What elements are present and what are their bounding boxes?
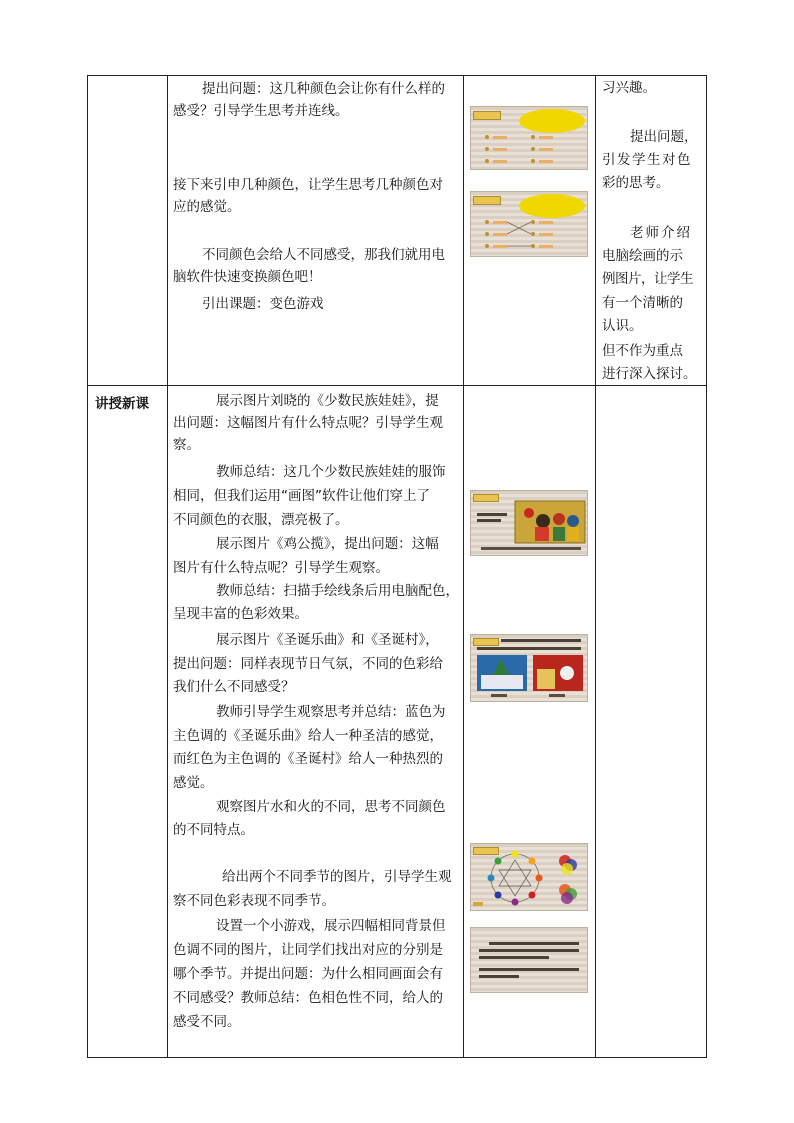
note-line-1: 习兴趣。 (602, 80, 656, 96)
row2-line-8: 图片有什么特点呢？引导学生观察。 (173, 560, 389, 576)
word-bar (539, 160, 553, 163)
row1-para2-line2: 应的感觉。 (173, 199, 241, 215)
word-bar (493, 245, 507, 248)
word-bar (493, 160, 507, 163)
row2-line-22: 设置一个小游戏，展示四幅相同背景但 (216, 918, 446, 934)
note-line-7: 例图片，让学生 (602, 271, 693, 287)
note-line-6: 电脑绘画的示 (602, 248, 683, 264)
row2-line-16: 而红色为主色调的《圣诞村》给人一种热烈的 (173, 751, 443, 767)
color-wheel-picture (471, 844, 588, 911)
word-bar (493, 136, 507, 139)
christmas-pictures (471, 635, 588, 702)
row2-line-20: 给出两个不同季节的图片，引导学生观 (222, 869, 452, 885)
note-line-8: 有一个清晰的 (602, 295, 683, 311)
dot (531, 147, 535, 151)
minority-dolls-picture (471, 491, 588, 556)
row2-line-26: 感受不同。 (173, 1014, 241, 1030)
word-bar (539, 136, 553, 139)
table-left-border (87, 75, 88, 1058)
note-line-4: 彩的思考。 (602, 175, 670, 191)
table-top-border (87, 75, 707, 76)
note-line-10: 但不作为重点 (602, 343, 683, 359)
row2-line-19: 的不同特点。 (173, 822, 254, 838)
row2-line-10: 呈现丰富的色彩效果。 (173, 606, 308, 622)
row2-line-3: 察。 (173, 437, 200, 453)
dot (485, 244, 489, 248)
row1-para4: 引出课题：变色游戏 (202, 296, 324, 312)
table-bottom-border (87, 1057, 707, 1058)
word-bar (539, 148, 553, 151)
row2-line-23: 色调不同的图片，让同学们找出对应的分别是 (173, 942, 443, 958)
note-line-9: 认识。 (602, 318, 643, 334)
row1-para3-line1: 不同颜色会给人不同感受，那我们就用电 (202, 247, 445, 263)
row1-para1-line2: 感受？引导学生思考并连线。 (173, 103, 349, 119)
dot (531, 159, 535, 163)
note-line-11: 进行深入探讨。 (602, 366, 697, 382)
slide-thumbnail-minority-dolls (470, 490, 588, 556)
row2-line-18: 观察图片水和火的不同，思考不同颜色 (216, 799, 446, 815)
row2-line-12: 提出问题：同样表现节日气氛，不同的色彩给 (173, 656, 443, 672)
row2-line-13: 我们什么不同感受？ (173, 679, 295, 695)
dot (531, 220, 535, 224)
note-line-5: 老师介绍 (630, 225, 692, 241)
table-col-divider-3 (595, 75, 596, 1058)
row2-line-9: 教师总结：扫描手绘线条后用电脑配色， (216, 583, 459, 599)
word-bar (493, 233, 507, 236)
word-bar (539, 233, 553, 236)
row1-para1-line1: 提出问题：这几种颜色会让你有什么样的 (202, 81, 445, 97)
row2-line-25: 不同感受？教师总结：色相色性不同，给人的 (173, 990, 443, 1006)
dot (485, 135, 489, 139)
word-bar (493, 148, 507, 151)
dot (531, 232, 535, 236)
dot (485, 159, 489, 163)
slide-thumbnail-christmas (470, 634, 588, 702)
slide-thumbnail-text (470, 927, 588, 993)
table-col-divider-2 (463, 75, 464, 1058)
row2-line-7: 展示图片《鸡公揽》，提出问题：这幅 (216, 536, 439, 552)
section-label-new-lesson: 讲授新课 (95, 396, 149, 412)
row2-line-4: 教师总结：这几个少数民族娃娃的服饰 (216, 464, 446, 480)
dot (531, 244, 535, 248)
row2-line-11: 展示图片《圣诞乐曲》和《圣诞村》， (216, 632, 439, 648)
row2-line-21: 察不同色彩表现不同季节。 (173, 893, 335, 909)
row2-line-14: 教师引导学生观察思考并总结：蓝色为 (216, 704, 446, 720)
word-bar (539, 245, 553, 248)
dot (485, 147, 489, 151)
row2-line-15: 主色调的《圣诞乐曲》给人一种圣洁的感觉， (173, 728, 443, 744)
slide-thumbnail-color-match-1 (470, 106, 588, 170)
row2-line-2: 出问题：这幅图片有什么特点呢？引导学生观 (173, 415, 443, 431)
row1-para3-line2: 脑软件快速变换颜色吧！ (173, 269, 322, 285)
table-right-border (706, 75, 707, 1058)
row2-line-24: 哪个季节。并提出问题：为什么相同画面会有 (173, 966, 443, 982)
note-line-2: 提出问题， (630, 129, 698, 145)
slide-thumbnail-color-wheel (470, 843, 588, 911)
row1-para2-line1: 接下来引申几种颜色，让学生思考几种颜色对 (173, 177, 443, 193)
row2-line-6: 不同颜色的衣服，漂亮极了。 (173, 512, 349, 528)
dot (485, 232, 489, 236)
dot (531, 135, 535, 139)
word-bar (493, 221, 507, 224)
slide-text-lines (471, 928, 588, 993)
slide-tag (473, 111, 501, 120)
slide-thumbnail-color-match-2 (470, 191, 588, 257)
row2-line-1: 展示图片刘晓的《少数民族娃娃》，提 (216, 393, 439, 409)
question-bubble (519, 109, 585, 133)
table-col-divider-1 (167, 75, 168, 1058)
word-bar (539, 221, 553, 224)
row2-line-5: 相同，但我们运用“画图”软件让他们穿上了 (173, 488, 430, 504)
dot (485, 220, 489, 224)
row2-line-17: 感觉。 (173, 775, 214, 791)
note-line-3: 引发学生对色 (602, 152, 692, 168)
